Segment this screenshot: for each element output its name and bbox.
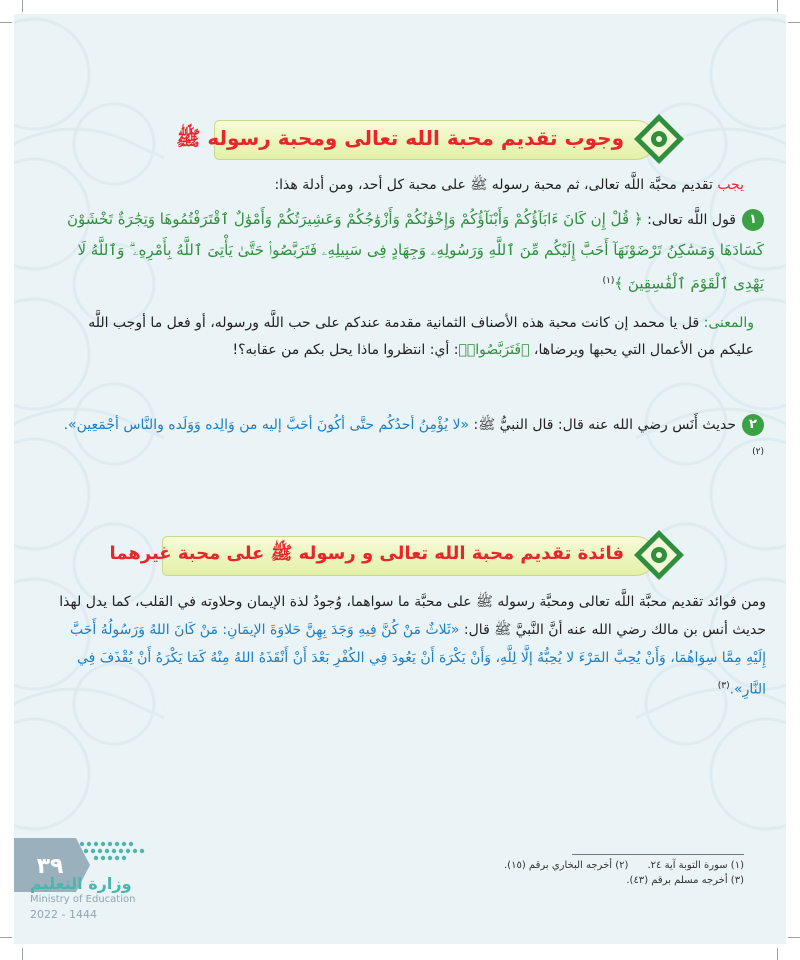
footnote-row [394, 860, 744, 871]
hadith-text: «لا يُؤْمِنُ أحدُكُم حتَّى أكُونَ أحَبَّ إليه من وَالِده وَوَلَده والنَّاس أجْمَعِين». [63, 417, 470, 433]
crop-mark [22, 948, 23, 960]
section2-heading [109, 528, 686, 582]
meaning-label: والمعنى: [703, 315, 754, 331]
ministry-logo-block [14, 832, 214, 944]
footnote-2: (٢) أخرجه البخاري برقم (١٥). [503, 860, 629, 871]
footnote-ref-1: (١) [602, 276, 615, 286]
item2-lead: حديث أَنَس رضي الله عنه قال: قال النبيُّ ﷺ: [469, 417, 736, 433]
section2-paragraph [54, 588, 766, 704]
crop-mark [788, 22, 800, 23]
crop-mark [0, 937, 12, 938]
section1-intro [54, 176, 744, 196]
footnote-ref-3: (٣) [717, 681, 730, 691]
crop-mark [777, 948, 778, 960]
footnote-divider [572, 854, 744, 855]
meaning-text-2: : أي: انتظروا ماذا يحل بكم من عقابه؟! [232, 342, 459, 358]
ministry-name-english: Ministry of Education [30, 894, 136, 905]
section2-title-lead: فائدة تقديم محبة الله تعالى و رسوله ﷺ [270, 543, 624, 564]
meaning-paragraph [54, 310, 754, 364]
ministry-logo-icon [76, 836, 156, 870]
crop-mark [788, 937, 800, 938]
meaning-quote: ﴿فَتَرَبَّصُوا۟﴾ [458, 342, 530, 358]
hadith-text: «ثَلاثٌ مَنْ كُنَّ فِيهِ وَجَدَ بِهِنَّ حَلاوَةَ الإيمَانِ: مَنْ كَانَ اللهُ وَرَسُولُهُ أَحَبَّ إِلَيْهِ مِمَّا سِوَاهُمَا، وَأَنْ يُحِبَّ المَرْءَ لا يُحِبُّهُ إلَّا لِلَّهِ، وَأَنْ يَكْرَهَ أَنْ يَعُودَ فِي الكُفْرِ بَعْدَ أَنْ أَنْقَذَهُ اللهُ مِنْهُ كَمَا يَكْرَهُ أَنْ يُقْذَفَ فِي النَّارِ». [69, 622, 766, 698]
section1-heading [176, 112, 686, 166]
item1-lead: قول اللَّه تعالى: [642, 212, 736, 228]
footnote-ref-2: (٢) [752, 447, 764, 457]
textbook-page [14, 14, 786, 944]
heading-ornament-icon [632, 528, 686, 582]
quran-verse: ﴿ قُلْ إِن كَانَ ءَابَآؤُكُمْ وَأَبْنَآؤُكُمْ وَإِخْوَٰنُكُمْ وَأَزْوَٰجُكُمْ وَعَشِيرَتُكُمْ وَأَمْوَٰلٌ ٱقْتَرَفْتُمُوهَا وَتِجَٰرَةٌ تَخْشَوْنَ كَسَادَهَا وَمَسَٰكِنُ تَرْضَوْنَهَآ أَحَبَّ إِلَيْكُم مِّنَ ٱللَّهِ وَرَسُولِهِۦ وَجِهَادٍ فِى سَبِيلِهِۦ فَتَرَبَّصُوا۟ حَتَّىٰ يَأْتِىَ ٱللَّهُ بِأَمْرِهِۦ ۗ وَٱللَّهُ لَا يَهْدِى ٱلْقَوْمَ ٱلْفَٰسِقِينَ ﴾ [67, 210, 764, 293]
page-number: ٣٩ [36, 854, 64, 879]
arabesque-pattern-left [14, 14, 164, 944]
intro-text: تقديم محبَّة اللَّه تعالى، ثم محبة رسوله ﷺ على محبة كل أحد، ومن أدلة هذا: [274, 177, 718, 193]
section1-title: وجوب تقديم محبة الله تعالى ومحبة رسوله ﷺ [176, 126, 624, 150]
ministry-name-arabic: وزارة التعليم [30, 874, 132, 893]
crop-mark [22, 0, 23, 12]
intro-lead: يجب [717, 177, 744, 193]
section2-text: ومن فوائد تقديم محبَّة اللَّه تعالى ومحبَّة رسوله ﷺ على محبَّة ما سواهما، وُجودُ لذة الإيمان وحلاوته في القلب، كما يدل لهذا حديث أنس بن مالك رضي الله عنه أنَّ النَّبيَّ ﷺ قال: [59, 594, 766, 638]
section2-title [109, 542, 624, 568]
item2-paragraph [54, 412, 764, 470]
heading-ornament-icon [632, 112, 686, 166]
footnote-1: (١) سورة التوبة آية ٢٤. [647, 860, 744, 871]
meaning-text-1: قل يا محمد إن كانت محبة هذه الأصناف الثمانية مقدمة عندكم على حب اللَّه ورسوله، أو فعل ما أوجب اللَّه عليكم من الأعمال التي يحبها ويرضاها، [88, 315, 754, 358]
footnotes [394, 860, 744, 886]
item-number-badge: ٢ [742, 414, 764, 436]
item1-paragraph [54, 204, 764, 300]
footnote-3: (٣) أخرجه مسلم برقم (٤٣). [626, 875, 744, 886]
section2-title-tail: على محبة غيرهما [109, 543, 265, 564]
crop-mark [0, 22, 12, 23]
crop-mark [777, 0, 778, 12]
item-number-badge: ١ [742, 209, 764, 231]
edition-year: 2022 - 1444 [30, 908, 97, 921]
